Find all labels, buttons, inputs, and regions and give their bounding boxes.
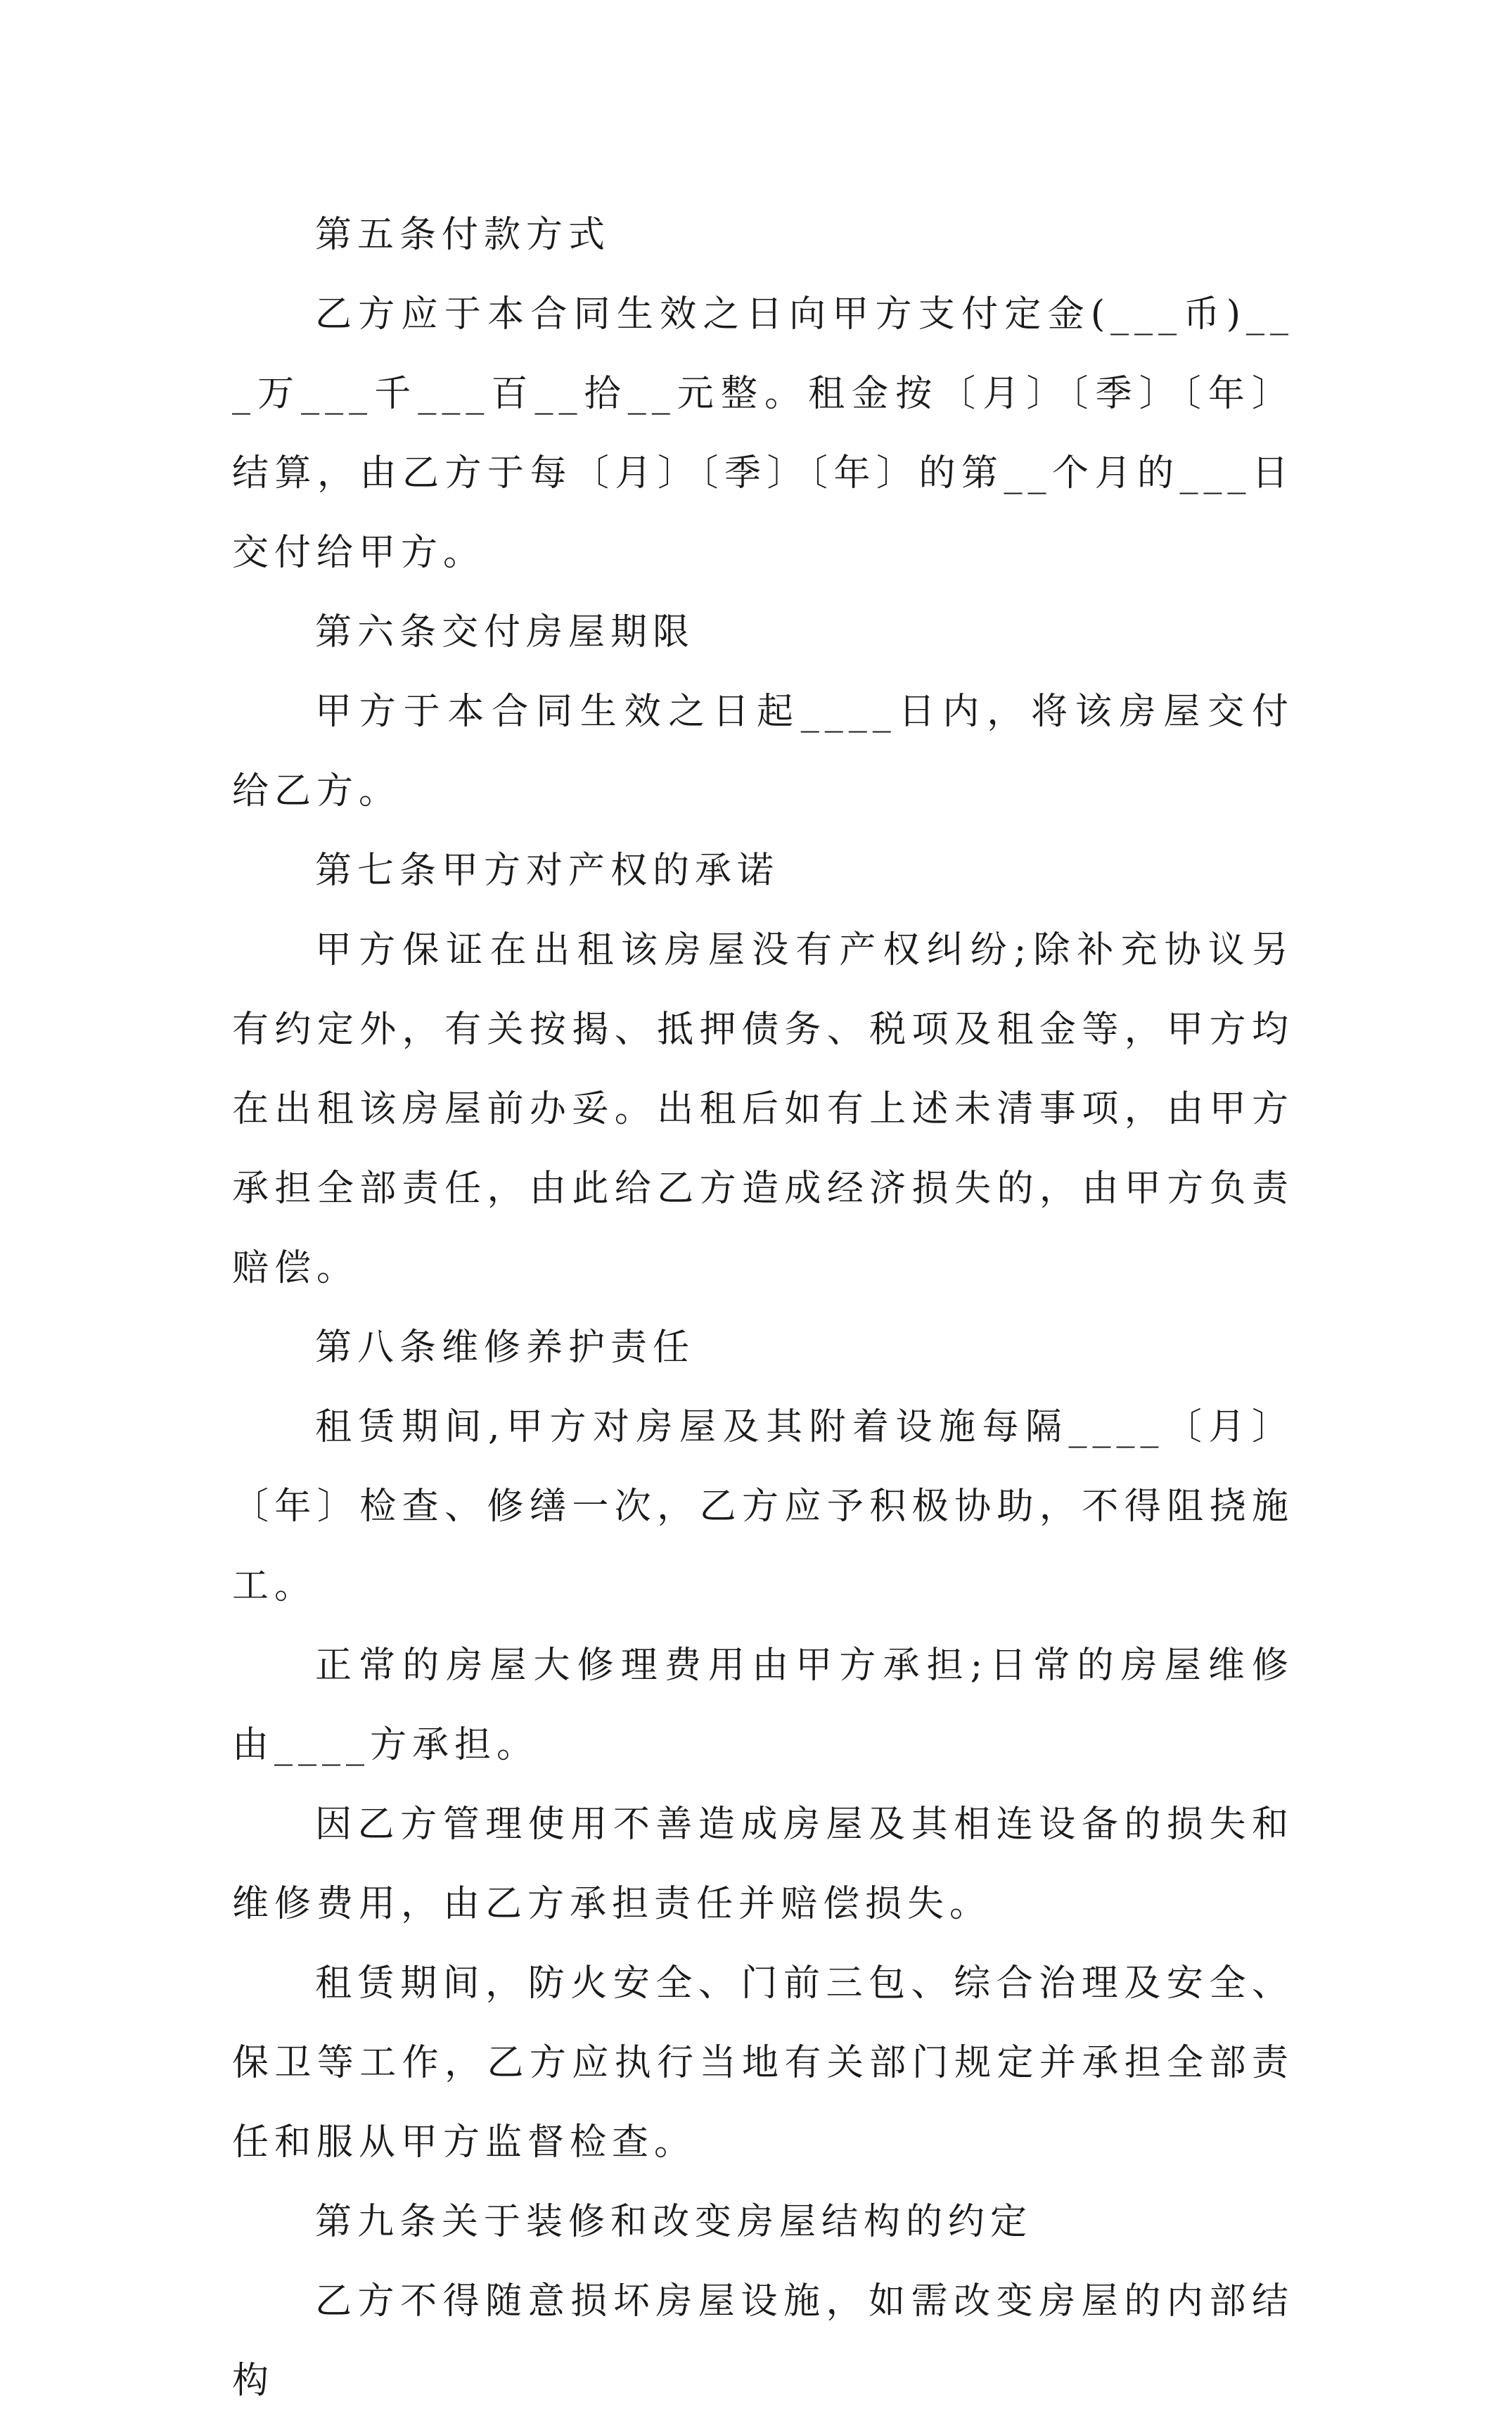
- paragraph-ownership-terms: 甲方保证在出租该房屋没有产权纠纷;除补充协议另有约定外，有关按揭、抵押债务、税项及租金等，甲方均在出租该房屋前办妥。出租后如有上述未清事项，由甲方承担全部责任，由此给乙方造成经济损失的，由甲方负责赔偿。: [232, 929, 1294, 1289]
- paragraph-maintenance-costs: 正常的房屋大修理费用由甲方承担;日常的房屋维修由____方承担。: [232, 1644, 1294, 1766]
- section-heading-renovation: 第九条关于装修和改变房屋结构的约定: [315, 2201, 1033, 2243]
- section-heading-payment: 第五条付款方式: [315, 214, 611, 256]
- section-heading-maintenance: 第八条维修养护责任: [315, 1327, 696, 1369]
- document-body: [232, 196, 1294, 2421]
- paragraph-maintenance-safety: 租赁期间，防火安全、门前三包、综合治理及安全、保卫等工作，乙方应执行当地有关部门规定并承担全部责任和服从甲方监督检查。: [232, 1962, 1294, 2164]
- section-heading-ownership: 第七条甲方对产权的承诺: [315, 850, 780, 892]
- paragraph-delivery-terms: 甲方于本合同生效之日起____日内，将该房屋交付给乙方。: [232, 691, 1294, 812]
- paragraph-payment-terms: 乙方应于本合同生效之日向甲方支付定金(___币)___万___千___百__拾__元整。租金按〔月〕〔季〕〔年〕结算，由乙方于每〔月〕〔季〕〔年〕的第__个月的___日交付给甲方。: [232, 293, 1294, 574]
- paragraph-maintenance-inspection: 租赁期间,甲方对房屋及其附着设施每隔____〔月〕〔年〕检查、修缮一次，乙方应予积极协助，不得阻挠施工。: [232, 1406, 1294, 1607]
- paragraph-maintenance-damage: 因乙方管理使用不善造成房屋及其相连设备的损失和维修费用，由乙方承担责任并赔偿损失。: [232, 1803, 1294, 1925]
- section-heading-delivery: 第六条交付房屋期限: [315, 611, 696, 653]
- paragraph-renovation-terms: 乙方不得随意损坏房屋设施，如需改变房屋的内部结构: [232, 2280, 1294, 2402]
